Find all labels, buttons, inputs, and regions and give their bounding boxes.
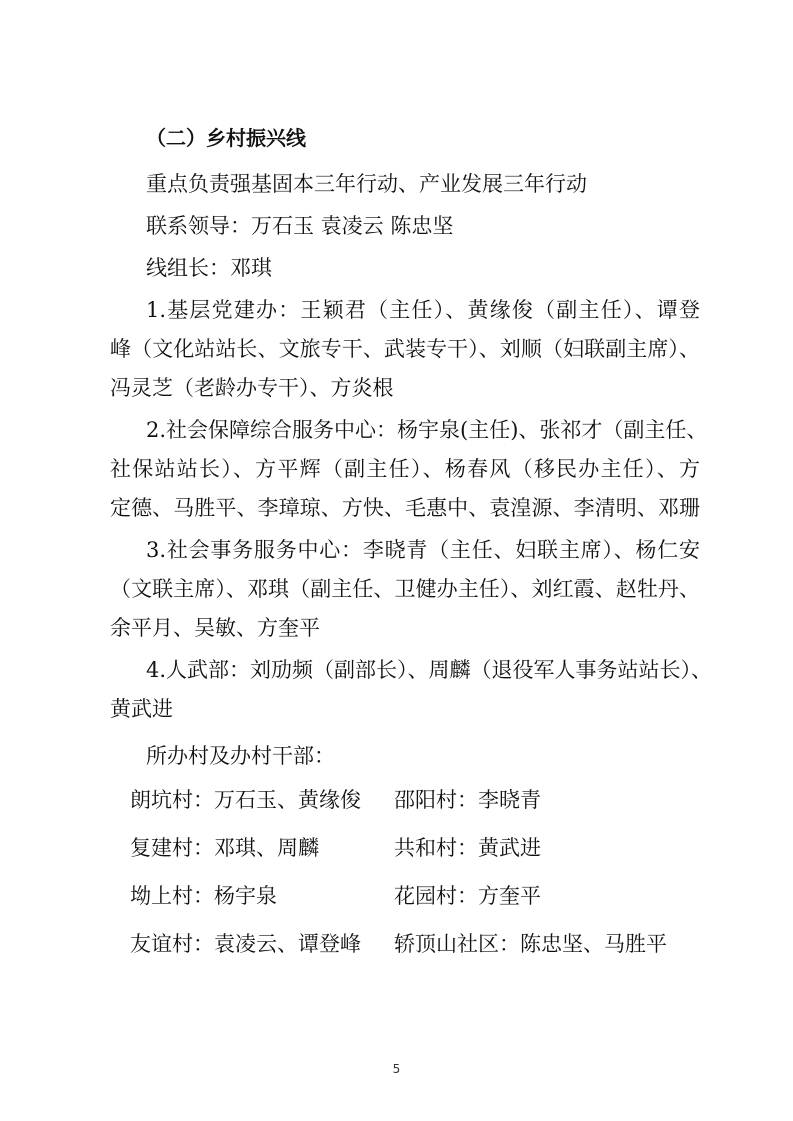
unit-4-line-1: 4.人武部：刘劢频（副部长）、周麟（退役军人事务站站长）、: [146, 658, 713, 682]
village-cell: 邵阳村：李晓青: [394, 788, 541, 812]
page-number: 5: [392, 1062, 401, 1076]
village-cell: 共和村：黄武进: [394, 836, 541, 860]
unit-1-line-1: 1.基层党建办：王颖君（主任）、黄缘俊（副主任）、谭登: [146, 298, 700, 322]
village-cell: 坳上村：杨宇泉: [130, 884, 277, 908]
unit-2-line-1: 2.社会保障综合服务中心：杨宇泉(主任)、张祁才（副主任、: [146, 418, 708, 442]
group-leader-line: 线组长：邓琪: [146, 256, 272, 280]
unit-2-line-2: 社保站站长）、方平辉（副主任）、杨春风（移民办主任）、方: [110, 457, 700, 481]
village-cell: 友谊村：袁凌云、谭登峰: [130, 932, 361, 956]
section-heading: （二）乡村振兴线: [146, 126, 306, 150]
unit-3-line-1: 3.社会事务服务中心：李晓青（主任、妇联主席）、杨仁安: [146, 538, 700, 562]
contact-leaders-line: 联系领导：万石玉 袁凌云 陈忠坚: [146, 214, 454, 238]
unit-1-line-3: 冯灵芝（老龄办专干）、方炎根: [110, 376, 394, 400]
responsibility-line: 重点负责强基固本三年行动、产业发展三年行动: [146, 172, 587, 196]
unit-3-line-3: 余平月、吴敏、方奎平: [110, 616, 320, 640]
village-cell: 复建村：邓琪、周麟: [130, 836, 319, 860]
unit-4-line-2: 黄武进: [110, 697, 173, 721]
village-cell: 轿顶山社区：陈忠坚、马胜平: [394, 932, 667, 956]
unit-1-line-2: 峰（文化站站长、文旅专干、武装专干）、刘顺（妇联副主席）、: [110, 337, 700, 361]
unit-3-line-2: （文联主席）、邓琪（副主任、卫健办主任）、刘红霞、赵牡丹、: [110, 577, 700, 601]
unit-2-line-3: 定德、马胜平、李璋琼、方快、毛惠中、袁湟源、李清明、邓珊: [110, 496, 700, 520]
village-cell: 朗坑村：万石玉、黄缘俊: [130, 788, 361, 812]
village-cell: 花园村：方奎平: [394, 884, 541, 908]
villages-heading: 所办村及办村干部：: [146, 744, 335, 768]
